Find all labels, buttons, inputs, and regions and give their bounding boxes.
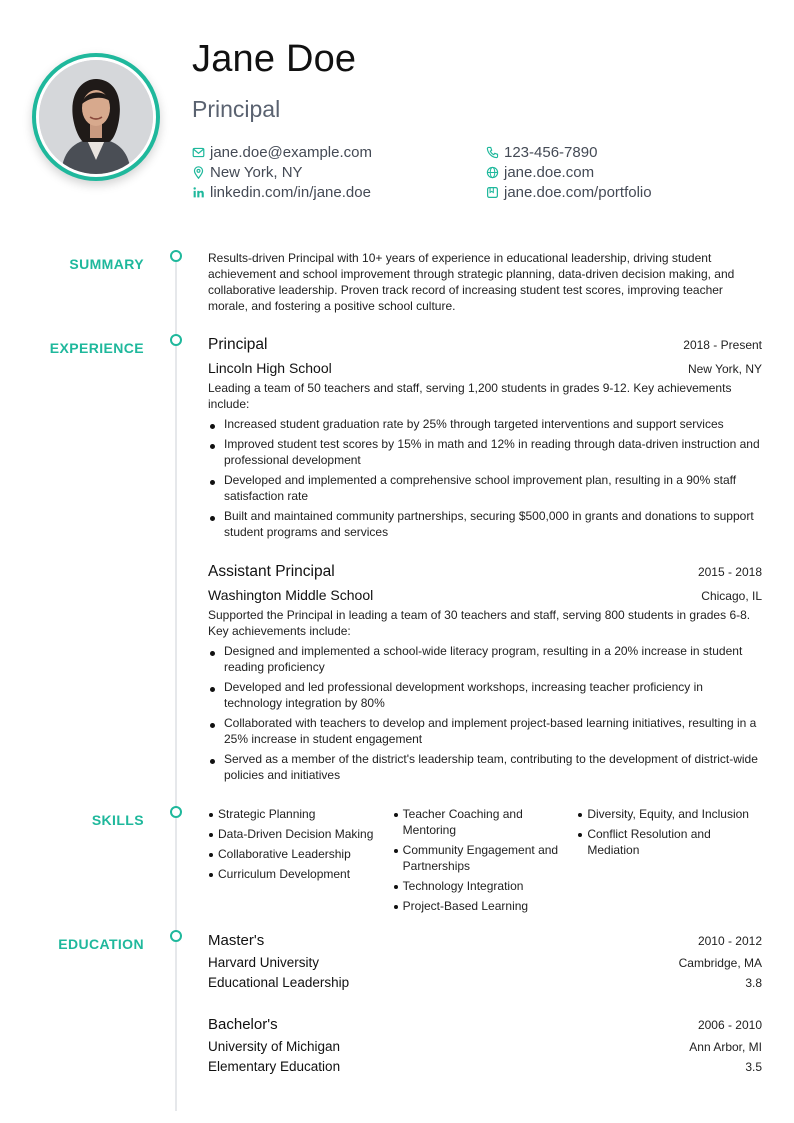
profile-photo-frame: [32, 53, 160, 181]
job-dates: 2018 - Present: [683, 338, 762, 352]
job-description: Leading a team of 50 teachers and staff, serving 1,200 students in grades 9-12. Key achievements include:: [208, 381, 732, 411]
globe-icon: [486, 166, 499, 179]
skill-item: Collaborative Leadership: [208, 846, 393, 862]
contact-phone-text: 123-456-7890: [504, 143, 598, 161]
portfolio-icon: [486, 186, 499, 199]
education-header: [208, 932, 762, 949]
experience-entry: [208, 563, 762, 783]
achievement-item: Developed and implemented a comprehensive school improvement plan, resulting in a 90% staff satisfaction rate: [208, 472, 762, 504]
school-location: Cambridge, MA: [678, 956, 762, 970]
skills-column: [393, 806, 578, 918]
experience-entry: [208, 336, 762, 540]
skill-item: Project-Based Learning: [393, 898, 578, 914]
skill-item: Data-Driven Decision Making: [208, 826, 393, 842]
skills-list: [208, 806, 762, 918]
contact-linkedin-text: linkedin.com/in/jane.doe: [210, 183, 371, 201]
education-field-row: [208, 975, 762, 990]
summary-text: Results-driven Principal with 10+ years of experience in educational leadership, driving student achievement and school improvement through strategic planning, data-driven decision making, and collaborative leadership. Proven track record of increasing student test scores, improving teacher morale, and fostering a positive school culture.: [208, 251, 735, 313]
achievement-item: Increased student graduation rate by 25% through targeted interventions and support services: [208, 416, 762, 432]
achievement-item: Developed and led professional development workshops, increasing teacher proficiency in technology integration by 80%: [208, 679, 762, 711]
field-of-study: Elementary Education: [208, 1059, 341, 1074]
gpa: 3.5: [745, 1060, 762, 1074]
education-school-row: [208, 955, 762, 970]
skills-column: [208, 806, 393, 918]
job-org-row: [208, 360, 762, 376]
gpa: 3.8: [745, 976, 762, 990]
contact-email-text: jane.doe@example.com: [210, 143, 372, 161]
experience-heading: EXPERIENCE: [49, 340, 144, 356]
summary-timeline-dot: [170, 250, 182, 262]
job-title: Principal: [208, 336, 268, 353]
summary-heading: SUMMARY: [69, 256, 144, 272]
contact-portfolio-text: jane.doe.com/portfolio: [504, 183, 652, 201]
school-location: Ann Arbor, MI: [689, 1040, 762, 1054]
achievement-item: Collaborated with teachers to develop and implement project-based learning initiatives, resulting in a 25% increase in student engagement: [208, 715, 762, 747]
job-header: [208, 563, 762, 581]
contact-linkedin[interactable]: [192, 182, 371, 202]
location-pin-icon: [192, 166, 205, 179]
mail-icon: [192, 146, 205, 159]
skill-item: Curriculum Development: [208, 866, 393, 882]
achievement-item: Served as a member of the district's leadership team, contributing to the development of district-wide policies and initiatives: [208, 751, 762, 783]
achievement-item: Improved student test scores by 15% in math and 12% in reading through data-driven instruction and professional development: [208, 436, 762, 468]
contact-location-text: New York, NY: [210, 163, 303, 181]
job-org-row: [208, 587, 762, 603]
skills-timeline-dot: [170, 806, 182, 818]
education-header: [208, 1016, 762, 1033]
education-timeline-dot: [170, 930, 182, 942]
job-location: Chicago, IL: [701, 589, 762, 603]
job-organization: Lincoln High School: [208, 360, 332, 376]
skills-column: [577, 806, 762, 918]
contact-location: [192, 162, 303, 182]
achievement-list: [208, 416, 762, 540]
job-location: New York, NY: [687, 362, 762, 376]
phone-icon: [486, 146, 499, 159]
education-heading: EDUCATION: [58, 936, 144, 952]
skill-item: Community Engagement and Partnerships: [393, 842, 578, 874]
contact-phone[interactable]: [486, 142, 597, 162]
education-entry: [208, 932, 762, 990]
linkedin-icon: [192, 186, 205, 199]
timeline-line: [175, 256, 177, 1111]
school-name: Harvard University: [208, 955, 320, 970]
person-photo-illustration: [39, 60, 153, 174]
candidate-name: Jane Doe: [192, 38, 357, 80]
contact-email[interactable]: [192, 142, 372, 162]
job-description: Supported the Principal in leading a team of 30 teachers and staff, serving 800 students in grades 6-8. Key achievements include:: [208, 608, 751, 638]
degree: Master's: [208, 932, 265, 949]
job-organization: Washington Middle School: [208, 587, 374, 603]
skill-item: Conflict Resolution and Mediation: [577, 826, 762, 858]
skills-heading: SKILLS: [91, 812, 144, 828]
contact-website[interactable]: [486, 162, 594, 182]
experience-timeline-dot: [170, 334, 182, 346]
achievement-item: Built and maintained community partnerships, securing $500,000 in grants and donations to support student programs and services: [208, 508, 762, 540]
contact-website-text: jane.doe.com: [504, 163, 595, 181]
education-dates: 2006 - 2010: [697, 1018, 762, 1032]
job-title: Assistant Principal: [208, 563, 335, 580]
skill-item: Technology Integration: [393, 878, 578, 894]
field-of-study: Educational Leadership: [208, 975, 350, 990]
achievement-list: [208, 643, 762, 783]
education-school-row: [208, 1039, 762, 1054]
job-header: [208, 336, 762, 354]
degree: Bachelor's: [208, 1016, 278, 1033]
skill-item: Diversity, Equity, and Inclusion: [577, 806, 762, 822]
skill-item: Strategic Planning: [208, 806, 393, 822]
contact-portfolio[interactable]: [486, 182, 652, 202]
education-dates: 2010 - 2012: [697, 934, 762, 948]
education-entry: [208, 1016, 762, 1074]
education-field-row: [208, 1059, 762, 1074]
skill-item: Teacher Coaching and Mentoring: [393, 806, 578, 838]
achievement-item: Designed and implemented a school-wide literacy program, resulting in a 20% increase in student reading proficiency: [208, 643, 762, 675]
candidate-title: Principal: [192, 96, 281, 122]
school-name: University of Michigan: [208, 1039, 341, 1054]
profile-photo: [39, 60, 153, 174]
job-dates: 2015 - 2018: [697, 565, 762, 579]
